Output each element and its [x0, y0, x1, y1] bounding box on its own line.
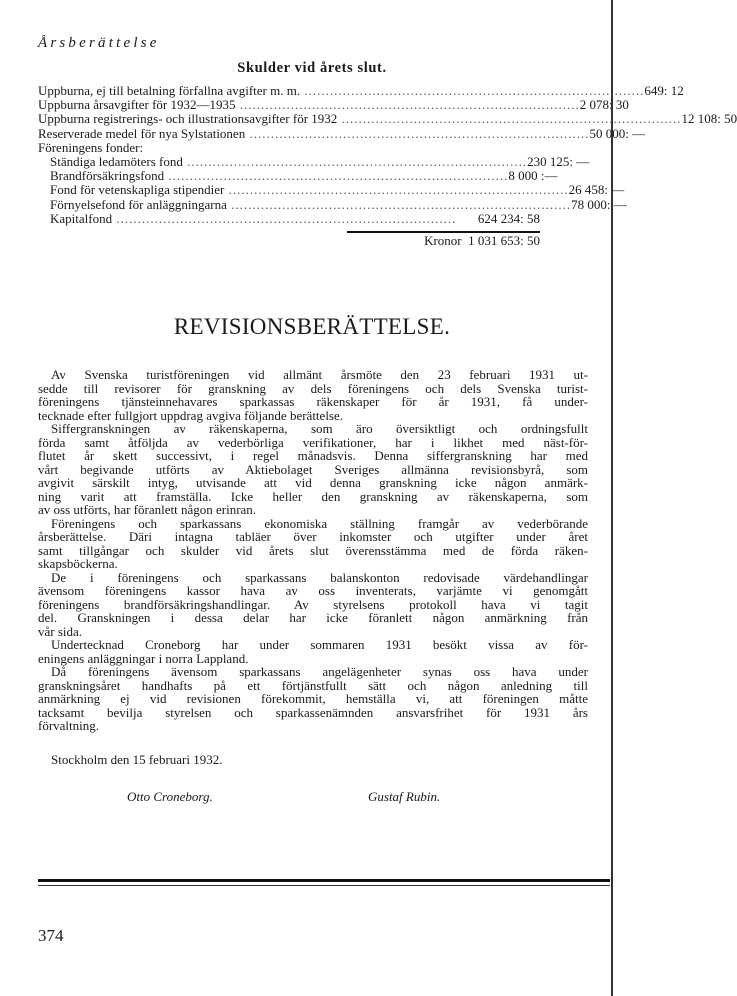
footer-rule-thick — [38, 879, 610, 882]
row-label-text: Ständiga ledamöters fond — [50, 153, 183, 169]
row-label-text: Uppburna årsavgifter för 1932—1935 — [38, 97, 236, 113]
row-label-text: Kapitalfond — [50, 210, 113, 226]
text-line: vår sida. — [38, 623, 83, 639]
text-line: Då föreningens ävensom sparkassans angelägenheter synas oss hava under — [51, 664, 588, 679]
leader-dots: ................................................................................ — [300, 83, 645, 98]
report-body — [38, 368, 588, 733]
text-line: tecknade efter fullgjort uppdrag avgiva följande berättelse. — [38, 407, 344, 423]
table-row — [38, 182, 625, 198]
leader-dots: ................................................................................ — [224, 182, 569, 198]
text-line: förvaltning. — [38, 718, 100, 733]
footer-rule-thin — [38, 885, 610, 886]
row-label-text: Uppburna, ej till betalning förfallna avgifter m. m. — [38, 83, 301, 98]
leader-dots: ................................................................................ — [226, 196, 572, 212]
text-line: anmärkning ej vid revisionen förekommit, hemställa vi, att föreningen måtte — [38, 691, 588, 706]
text-line: skapsböckerna. — [38, 556, 118, 571]
row-label — [38, 198, 571, 212]
text-line: De i föreningens och sparkassans balanskonton redovisade värdehandlingar — [51, 569, 588, 585]
total-row — [340, 233, 540, 249]
row-amount: 649: 12 — [644, 83, 684, 98]
row-label — [38, 141, 450, 155]
paragraph — [38, 422, 588, 517]
table-row — [38, 196, 627, 212]
text-line: av oss utförts, har föranlett någon erinran. — [38, 502, 257, 517]
row-amount: 26 458: — — [568, 182, 625, 198]
row-label — [38, 169, 508, 183]
row-label — [38, 155, 527, 169]
text-line: ävensom föreningens kassor hava av oss inventerats, varjämte vi genomgått — [38, 583, 588, 598]
signature-1: Otto Croneborg. — [127, 789, 213, 804]
text-line: samt tillgångar och skulder vid årets slut överensstämma med de förda räken- — [38, 542, 588, 558]
row-label — [38, 98, 580, 112]
paragraph — [38, 368, 588, 422]
row-label-text: Uppburna registrerings- och illustrationsavgifter för 1932 — [38, 111, 338, 127]
table-row — [38, 125, 646, 141]
report-title: REVISIONSBERÄTTELSE. — [173, 314, 451, 339]
row-label — [38, 127, 589, 141]
leader-dots: ................................................................................ — [337, 111, 682, 127]
text-line: tacksamt bevilja styrelsen och sparkassenämnden ansvarsfrihet för 1931 års — [38, 704, 588, 720]
row-amount — [450, 141, 540, 155]
leader-dots: ................................................................................ — [112, 210, 457, 226]
table-row — [38, 97, 629, 113]
row-label-text: Fond för vetenskapliga stipendier — [50, 182, 225, 198]
text-line: Siffergranskningen av räkenskaperna, som äro översiktligt och ordningsfullt — [51, 421, 588, 436]
place-date: Stockholm den 15 februari 1932. — [51, 752, 223, 767]
row-amount: 624 234: 58 — [477, 210, 540, 226]
total-amount: 1 031 653: 50 — [468, 233, 540, 248]
text-line: flutet år skett successivt, i regel månadsvis. Denna siffergranskning har med — [38, 448, 588, 463]
signature-2: Gustaf Rubin. — [368, 789, 441, 804]
row-amount: 12 108: 50 — [681, 111, 737, 127]
leader-dots: ................................................................................ — [164, 168, 509, 184]
paragraph — [38, 517, 588, 571]
page-number: 374 — [38, 926, 64, 945]
table-row — [38, 141, 540, 155]
row-amount: 78 000: — — [571, 196, 627, 212]
table-row — [38, 111, 737, 127]
table-row — [38, 212, 540, 226]
text-line: årsberättelse. Däri intagna tabläer över inkomster och utgifter under året — [38, 529, 588, 544]
text-line: Undertecknad Croneborg har under sommaren 1931 besökt vissa av för- — [51, 637, 588, 652]
row-label — [38, 112, 682, 126]
paragraph — [38, 571, 588, 639]
text-line: föreningens brandförsäkringshandlingar. Av styrelsens protokoll hava vi tagit — [38, 596, 588, 612]
debts-table — [38, 83, 737, 226]
text-line: granskningsåret handhafts på ett förtjänstfullt sätt och någon anledning till — [38, 677, 588, 693]
leader-dots: ................................................................................ — [182, 153, 528, 169]
text-line: förda samt åtföljda av vederbörliga verifikationer, har i likhet med näst-för- — [38, 434, 588, 450]
table-row — [38, 168, 558, 184]
row-amount: 2 078: 30 — [579, 97, 629, 113]
text-line: ning varit att framställa. Icke heller den granskning av räkenskaperna, som — [38, 488, 588, 504]
text-line: sedde till revisorer för granskning av dels föreningens och dels Svenska turist- — [38, 380, 588, 396]
row-label — [38, 84, 644, 98]
table-row — [38, 83, 684, 98]
row-label-text: Förnyelsefond för anläggningarna — [50, 196, 227, 212]
row-amount: 8 000 :— — [508, 168, 558, 184]
debts-heading: Skulder vid årets slut. — [237, 60, 387, 76]
running-head: Årsberättelse — [38, 35, 160, 51]
paragraph — [38, 638, 588, 665]
row-label-text: Brandförsäkringsfond — [50, 168, 165, 184]
text-line: Av Svenska turistföreningen vid allmänt årsmöte den 23 februari 1931 ut- — [51, 367, 588, 382]
row-label — [38, 183, 569, 197]
leader-dots: ................................................................................ — [235, 97, 580, 113]
text-line: del. Granskningen i dessa delar har icke föranlett någon anmärkning från — [38, 610, 588, 625]
row-amount: 230 125: — — [527, 153, 590, 169]
row-label-text: Reserverade medel för nya Sylstationen — [38, 125, 246, 141]
table-row — [38, 153, 590, 169]
row-label-text: Föreningens fonder: — [38, 139, 144, 155]
text-line: avgivit särskilt intyg, utvisande att vid denna granskning icke någon anmärk- — [38, 475, 588, 490]
row-amount: 50 000: — — [589, 125, 646, 141]
text-line: eningens anläggningar i norra Lappland. — [38, 650, 249, 666]
text-line: vårt begivande utförts av Aktiebolaget Sveriges allmänna revisionsbyrå, som — [38, 461, 588, 477]
text-line: föreningens tjänsteinnehavares sparkassas räkenskaper för år 1931, få under- — [38, 394, 588, 409]
row-label — [38, 212, 456, 226]
leader-dots: ................................................................................ — [245, 125, 590, 141]
paragraph — [38, 665, 588, 733]
text-line: Föreningens och sparkassans ekonomiska ställning framgår av vederbörande — [51, 515, 588, 531]
page-edge-line — [611, 0, 613, 996]
total-label: Kronor — [424, 233, 462, 248]
